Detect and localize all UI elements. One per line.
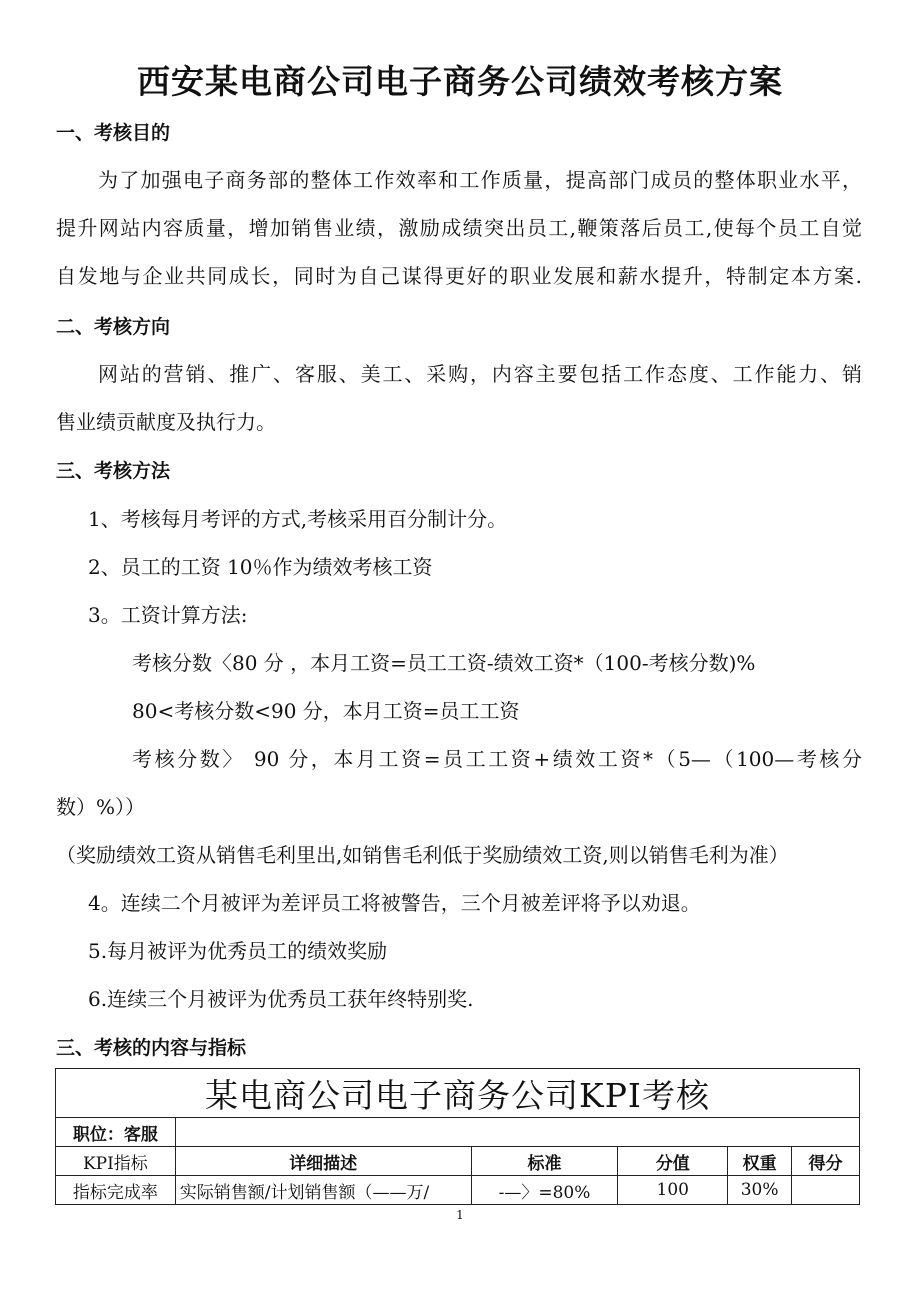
page-number: 1 <box>456 1208 464 1222</box>
table-header-row <box>56 1147 860 1176</box>
column-header: 得分 <box>792 1147 860 1176</box>
note-line: （奖励绩效工资从销售毛利里出,如销售毛利低于奖励绩效工资,则以销售毛利为准） <box>56 843 789 867</box>
paragraph-line: 为了加强电子商务部的整体工作效率和工作质量，提高部门成员的整体职业水平， <box>98 168 862 192</box>
table-cell: 指标完成率 <box>56 1176 176 1205</box>
list-item: 2、员工的工资 10％作为绩效考核工资 <box>88 555 433 579</box>
list-item: 5.每月被评为优秀员工的绩效奖励 <box>88 939 388 963</box>
position-value <box>175 1118 859 1147</box>
table-cell: 100 <box>618 1176 728 1205</box>
column-header: KPI指标 <box>56 1147 176 1176</box>
section-heading-direction: 二、考核方向 <box>56 316 171 338</box>
section-heading-purpose: 一、考核目的 <box>56 122 171 144</box>
paragraph-line: 网站的营销、推广、客服、美工、采购，内容主要包括工作态度、工作能力、销 <box>98 362 862 386</box>
document-title: 西安某电商公司电子商务公司绩效考核方案 <box>137 62 783 101</box>
formula-line: 数）%）） <box>56 795 146 819</box>
list-item: 3。工资计算方法: <box>88 603 248 627</box>
table-row <box>56 1176 860 1205</box>
section-heading-content: 三、考核的内容与指标 <box>56 1037 247 1059</box>
table-cell: 30% <box>728 1176 792 1205</box>
kpi-table <box>55 1068 860 1205</box>
list-item: 4。连续二个月被评为差评员工将被警告，三个月被差评将予以劝退。 <box>88 891 701 915</box>
table-cell: -—〉=80% <box>471 1176 618 1205</box>
column-header: 标准 <box>471 1147 618 1176</box>
paragraph-line: 提升网站内容质量，增加销售业绩，激励成绩突出员工,鞭策落后员工,使每个员工自觉 <box>56 216 862 240</box>
list-item: 6.连续三个月被评为优秀员工获年终特别奖. <box>88 987 474 1011</box>
column-header: 分值 <box>618 1147 728 1176</box>
list-item: 1、考核每月考评的方式,考核采用百分制计分。 <box>88 507 508 531</box>
formula-line: 考核分数〈80 分 ，本月工资=员工工资-绩效工资*（100-考核分数)% <box>132 651 756 675</box>
table-cell <box>792 1176 860 1205</box>
paragraph-line: 售业绩贡献度及执行力。 <box>56 410 276 434</box>
formula-line: 80<考核分数<90 分，本月工资=员工工资 <box>132 699 520 723</box>
position-label: 职位：客服 <box>56 1118 176 1147</box>
column-header: 权重 <box>728 1147 792 1176</box>
paragraph-line: 自发地与企业共同成长，同时为自己谋得更好的职业发展和薪水提升，特制定本方案. <box>56 264 862 288</box>
table-cell: 实际销售额/计划销售额（——万/ <box>175 1176 471 1205</box>
formula-line: 考核分数〉 90 分，本月工资=员工工资+绩效工资*（5—（100—考核分 <box>132 747 862 771</box>
section-heading-method: 三、考核方法 <box>56 460 171 482</box>
column-header: 详细描述 <box>175 1147 471 1176</box>
kpi-table-title: 某电商公司电子商务公司KPI考核 <box>56 1069 860 1118</box>
